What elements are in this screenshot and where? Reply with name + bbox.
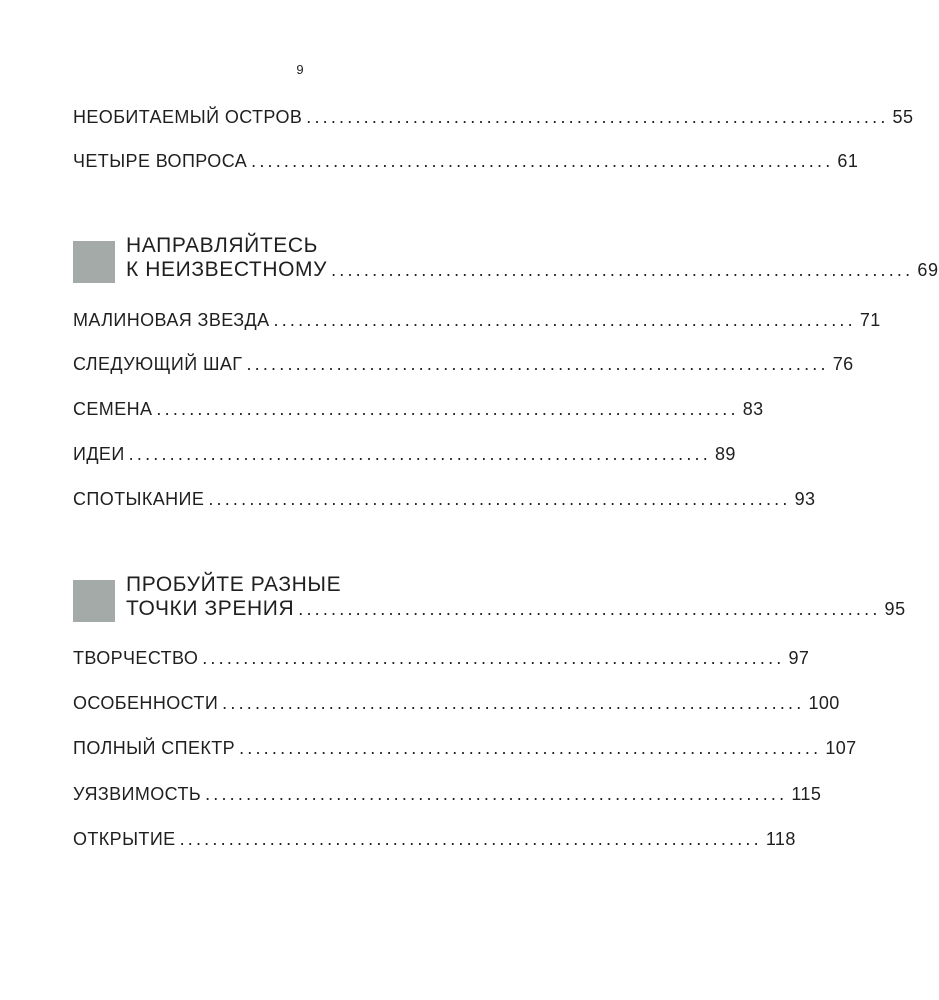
toc-entry-page: 61 bbox=[837, 151, 859, 171]
toc-entry bbox=[73, 106, 914, 128]
toc-entry-title: НЕОБИТАЕМЫЙ ОСТРОВ bbox=[73, 107, 303, 127]
toc-entry-title: ИДЕИ bbox=[73, 444, 125, 464]
toc-entry-title: ОСОБЕННОСТИ bbox=[73, 693, 219, 713]
toc-entry-page: 115 bbox=[791, 784, 822, 804]
toc-entry-page: 118 bbox=[765, 829, 796, 849]
toc-entry-page: 89 bbox=[714, 444, 736, 464]
dot-leader: ....................................................................... bbox=[306, 107, 889, 127]
section-title-line2: ТОЧКИ ЗРЕНИЯ bbox=[126, 597, 295, 620]
toc-entry bbox=[73, 783, 822, 805]
toc-entry bbox=[73, 309, 881, 331]
section-marker bbox=[73, 241, 115, 283]
section-title-line1: ПРОБУЙТЕ РАЗНЫЕ bbox=[126, 573, 342, 596]
toc-entry bbox=[73, 398, 764, 420]
section-title-line2-row bbox=[126, 597, 906, 621]
toc-entry-title: СПОТЫКАНИЕ bbox=[73, 489, 205, 509]
toc-entry-title: ЧЕТЫРЕ ВОПРОСА bbox=[73, 151, 248, 171]
toc-entry-page: 55 bbox=[892, 107, 914, 127]
section-title-line2: К НЕИЗВЕСТНОМУ bbox=[126, 258, 328, 281]
toc-entry bbox=[73, 353, 854, 375]
dot-leader: ....................................................................... bbox=[273, 310, 856, 330]
dot-leader: ....................................................................... bbox=[331, 260, 914, 280]
section-page: 95 bbox=[884, 599, 906, 619]
dot-leader: ....................................................................... bbox=[298, 599, 881, 619]
toc-entry-page: 71 bbox=[859, 310, 881, 330]
toc-entry bbox=[73, 488, 816, 510]
section-heading bbox=[73, 573, 906, 623]
dot-leader: ....................................................................... bbox=[205, 784, 788, 804]
toc-entry-title: МАЛИНОВАЯ ЗВЕЗДА bbox=[73, 310, 270, 330]
toc-entry-title: СЛЕДУЮЩИЙ ШАГ bbox=[73, 354, 243, 374]
dot-leader: ....................................................................... bbox=[222, 693, 805, 713]
dot-leader: ....................................................................... bbox=[208, 489, 791, 509]
dot-leader: ....................................................................... bbox=[251, 151, 834, 171]
dot-leader: ....................................................................... bbox=[246, 354, 829, 374]
toc-entry-title: ОТКРЫТИЕ bbox=[73, 829, 176, 849]
toc-entry-page: 93 bbox=[794, 489, 816, 509]
toc-entry-page: 107 bbox=[825, 738, 857, 758]
toc-entry-page: 83 bbox=[742, 399, 764, 419]
toc-entry bbox=[73, 737, 857, 759]
toc-entry-page: 97 bbox=[788, 648, 810, 668]
toc-entry bbox=[73, 692, 840, 714]
toc-entry bbox=[73, 647, 810, 669]
section-title-line2-row bbox=[126, 258, 939, 282]
dot-leader: ....................................................................... bbox=[239, 738, 822, 758]
dot-leader: ....................................................................... bbox=[202, 648, 785, 668]
toc-entry-title: ТВОРЧЕСТВО bbox=[73, 648, 199, 668]
toc-entry-title: ПОЛНЫЙ СПЕКТР bbox=[73, 738, 236, 758]
section-marker bbox=[73, 580, 115, 622]
toc-entry-title: УЯЗВИМОСТЬ bbox=[73, 784, 202, 804]
toc-entry bbox=[73, 828, 796, 850]
toc-entry bbox=[73, 443, 736, 465]
dot-leader: ....................................................................... bbox=[128, 444, 711, 464]
dot-leader: ....................................................................... bbox=[179, 829, 762, 849]
section-title-line1: НАПРАВЛЯЙТЕСЬ bbox=[126, 234, 319, 257]
page-number: 9 bbox=[296, 62, 304, 77]
section-heading bbox=[73, 234, 939, 284]
section-page: 69 bbox=[917, 260, 939, 280]
toc-entry-page: 100 bbox=[808, 693, 840, 713]
dot-leader: ....................................................................... bbox=[156, 399, 739, 419]
toc-entry-title: СЕМЕНА bbox=[73, 399, 153, 419]
toc-entry-page: 76 bbox=[832, 354, 854, 374]
toc-entry bbox=[73, 150, 859, 172]
